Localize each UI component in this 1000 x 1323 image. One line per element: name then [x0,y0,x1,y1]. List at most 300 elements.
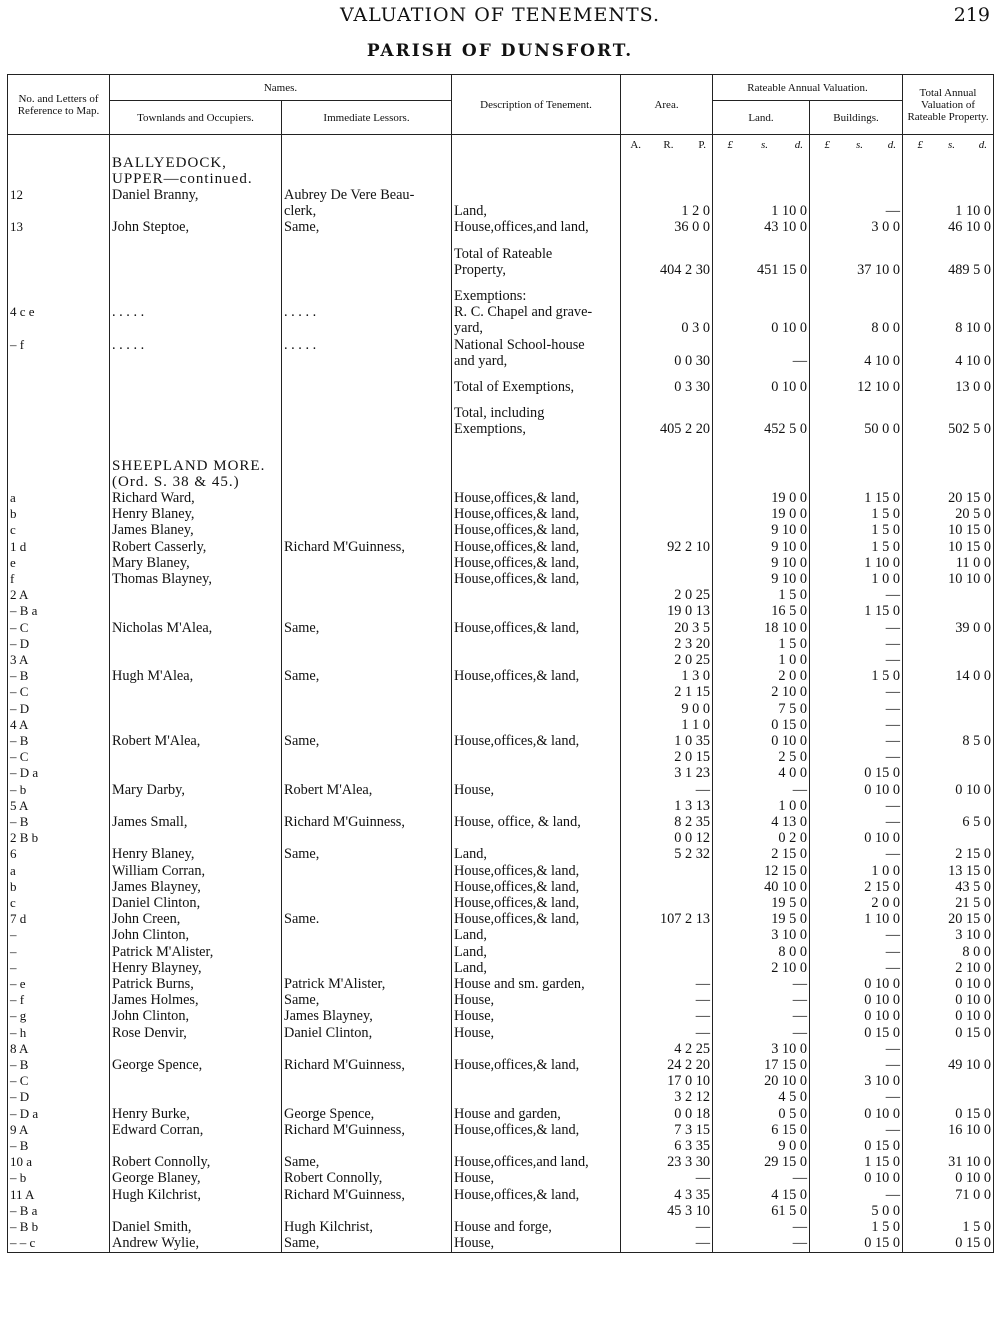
table-row [8,830,994,846]
table-row [8,1073,994,1089]
description-cell [452,458,621,474]
ref-cell: – b [8,782,110,798]
total-value-cell: 13 0 0 [903,379,994,395]
total-value-cell: 14 0 0 [903,668,994,684]
ref-cell: – h [8,1025,110,1041]
table-row [8,798,994,814]
occupier-cell: Daniel Smith, [110,1219,282,1235]
buildings-value-cell [810,246,903,262]
description-cell [452,1203,621,1219]
col-lessors-header: Immediate Lessors. [282,101,452,135]
description-cell: House and garden, [452,1106,621,1122]
description-cell: Exemptions, [452,421,621,437]
land-value-cell: 2 0 0 [713,668,810,684]
area-cell: 1 3 0 [621,668,713,684]
lessor-cell [282,749,452,765]
land-value-cell: 2 5 0 [713,749,810,765]
lessor-cell [282,490,452,506]
buildings-value-cell: 5 0 0 [810,1203,903,1219]
buildings-value-cell: — [810,1041,903,1057]
area-cell [621,522,713,538]
area-cell [621,458,713,474]
occupier-cell: Daniel Clinton, [110,895,282,911]
land-value-cell [713,304,810,320]
total-value-cell: 8 0 0 [903,944,994,960]
table-row [8,1008,994,1024]
total-value-cell: 11 0 0 [903,555,994,571]
description-cell [452,1089,621,1105]
ref-cell: 4 A [8,717,110,733]
description-cell [452,587,621,603]
description-cell [452,474,621,490]
area-cell: — [621,976,713,992]
total-value-cell [903,448,994,458]
ref-cell [8,262,110,278]
total-value-cell: 6 5 0 [903,814,994,830]
occupier-cell [110,701,282,717]
buildings-value-cell: 1 0 0 [810,571,903,587]
buildings-value-cell: — [810,717,903,733]
ref-cell [8,203,110,219]
ref-cell [8,288,110,304]
land-value-cell: 9 10 0 [713,571,810,587]
ref-cell: 7 d [8,911,110,927]
table-row [8,668,994,684]
lessor-cell: George Spence, [282,1106,452,1122]
table-row [8,636,994,652]
total-value-cell [903,749,994,765]
description-cell [452,1138,621,1154]
total-value-cell: 0 15 0 [903,1235,994,1252]
buildings-value-cell: — [810,701,903,717]
description-cell: House,offices,& land, [452,895,621,911]
buildings-value-cell [810,171,903,187]
lessor-cell [282,369,452,379]
land-value-cell [713,438,810,448]
total-value-cell: 10 10 0 [903,571,994,587]
total-value-cell: 43 5 0 [903,879,994,895]
occupier-cell [110,765,282,781]
area-cell: 24 2 20 [621,1057,713,1073]
lessor-cell [282,155,452,171]
description-cell [452,236,621,246]
total-value-cell [903,187,994,203]
buildings-value-cell: 0 15 0 [810,765,903,781]
total-value-cell [903,246,994,262]
ref-cell: – D [8,636,110,652]
ref-cell [8,458,110,474]
page-title: VALUATION OF TENEMENTS. [339,4,661,26]
table-row [8,1089,994,1105]
ref-cell: – B [8,668,110,684]
lessor-cell [282,353,452,369]
ref-cell: – [8,927,110,943]
area-cell: 2 3 20 [621,636,713,652]
total-value-cell [903,587,994,603]
occupier-cell: Rose Denvir, [110,1025,282,1041]
ref-cell: 2 B b [8,830,110,846]
description-cell: House,offices,& land, [452,863,621,879]
total-value-cell: 8 5 0 [903,733,994,749]
lessor-cell [282,438,452,448]
occupier-cell [110,1089,282,1105]
table-row [8,421,994,437]
total-value-cell: 13 15 0 [903,863,994,879]
table-row [8,539,994,555]
total-value-cell: 489 5 0 [903,262,994,278]
occupier-cell [110,353,282,369]
ref-cell [8,369,110,379]
area-cell: 0 3 0 [621,320,713,336]
buildings-value-cell: 0 10 0 [810,782,903,798]
lessor-cell [282,421,452,437]
land-value-cell: 2 10 0 [713,684,810,700]
land-units: £ s. d. [713,135,810,155]
table-row [8,458,994,474]
occupier-cell: Mary Darby, [110,782,282,798]
lessor-cell: Hugh Kilchrist, [282,1219,452,1235]
occupier-cell [110,278,282,288]
table-row [8,571,994,587]
table-row [8,701,994,717]
occupier-cell: . . . . . [110,337,282,353]
occupier-cell: SHEEPLAND MORE. [110,458,282,474]
buildings-value-cell: 1 5 0 [810,539,903,555]
area-cell [621,288,713,304]
buildings-value-cell: 4 10 0 [810,353,903,369]
valuation-rows [8,135,994,1253]
occupier-cell: Robert Casserly, [110,539,282,555]
total-value-cell: 10 15 0 [903,522,994,538]
occupier-cell: Robert Connolly, [110,1154,282,1170]
lessor-cell [282,927,452,943]
buildings-value-cell: 0 10 0 [810,1106,903,1122]
total-value-cell [903,369,994,379]
ref-cell [8,171,110,187]
area-cell: 2 0 15 [621,749,713,765]
total-value-cell: 0 15 0 [903,1106,994,1122]
col-area-header: Area. [621,75,713,135]
buildings-value-cell: — [810,1057,903,1073]
land-value-cell: 1 0 0 [713,652,810,668]
ref-cell [8,421,110,437]
occupier-cell [110,830,282,846]
land-value-cell: 0 15 0 [713,717,810,733]
lessor-cell: Same. [282,911,452,927]
land-value-cell: — [713,1235,810,1252]
land-value-cell: 0 10 0 [713,320,810,336]
buildings-value-cell [810,278,903,288]
occupier-cell: John Clinton, [110,927,282,943]
occupier-cell [110,652,282,668]
description-cell: Land, [452,203,621,219]
lessor-cell [282,879,452,895]
description-cell: Exemptions: [452,288,621,304]
total-value-cell [903,236,994,246]
description-cell [452,1041,621,1057]
total-value-cell [903,652,994,668]
table-row [8,171,994,187]
occupier-cell: John Steptoe, [110,219,282,235]
occupier-cell: Henry Burke, [110,1106,282,1122]
table-row [8,1154,994,1170]
ref-cell: – b [8,1170,110,1186]
ref-cell: e [8,555,110,571]
col-rateable-header: Rateable Annual Valuation. [713,75,903,101]
buildings-value-cell: — [810,814,903,830]
occupier-cell: Andrew Wylie, [110,1235,282,1252]
ref-cell: a [8,490,110,506]
buildings-value-cell: 0 10 0 [810,1008,903,1024]
ref-cell: 5 A [8,798,110,814]
ref-cell: – C [8,749,110,765]
table-row [8,203,994,219]
table-row [8,288,994,304]
buildings-value-cell [810,155,903,171]
description-cell: House,offices,& land, [452,506,621,522]
occupier-cell: . . . . . [110,304,282,320]
occupier-cell: Henry Blaney, [110,506,282,522]
lessor-cell [282,522,452,538]
land-value-cell: 9 10 0 [713,522,810,538]
ref-cell: – f [8,992,110,1008]
total-value-cell: 8 10 0 [903,320,994,336]
description-cell [452,438,621,448]
description-cell [452,830,621,846]
lessor-cell: Same, [282,668,452,684]
col-land-header: Land. [713,101,810,135]
buildings-value-cell: 1 5 0 [810,522,903,538]
description-cell [452,278,621,288]
description-cell: House,offices,& land, [452,1057,621,1073]
table-row [8,927,994,943]
total-value-cell [903,1073,994,1089]
total-value-cell: 0 15 0 [903,1025,994,1041]
buildings-value-cell: — [810,203,903,219]
col-buildings-header: Buildings. [810,101,903,135]
lessor-cell [282,1203,452,1219]
ref-cell [8,155,110,171]
table-row [8,522,994,538]
lessor-cell [282,262,452,278]
occupier-cell: Hugh M'Alea, [110,668,282,684]
area-cell: 6 3 35 [621,1138,713,1154]
occupier-cell [110,717,282,733]
total-value-cell [903,155,994,171]
table-row [8,490,994,506]
lessor-cell [282,765,452,781]
lessor-cell [282,684,452,700]
buildings-value-cell [810,187,903,203]
ref-cell: – e [8,976,110,992]
total-value-cell: 0 10 0 [903,976,994,992]
table-row [8,187,994,203]
ref-cell: 1 d [8,539,110,555]
occupier-cell [110,1138,282,1154]
land-value-cell: 19 0 0 [713,490,810,506]
table-row [8,1187,994,1203]
ref-cell [8,448,110,458]
buildings-value-cell: — [810,652,903,668]
land-value-cell: 0 2 0 [713,830,810,846]
ref-cell [8,246,110,262]
occupier-cell: John Clinton, [110,1008,282,1024]
buildings-value-cell [810,438,903,448]
total-value-cell: 2 15 0 [903,846,994,862]
ref-cell: 13 [8,219,110,235]
description-cell [452,187,621,203]
ref-cell: – – c [8,1235,110,1252]
lessor-cell [282,571,452,587]
occupier-cell [110,684,282,700]
table-row [8,246,994,262]
description-cell: House, [452,1235,621,1252]
ref-cell: 2 A [8,587,110,603]
area-cell: 23 3 30 [621,1154,713,1170]
ref-cell: – B a [8,603,110,619]
occupier-cell [110,369,282,379]
description-cell: House,offices,& land, [452,1187,621,1203]
area-cell: 8 2 35 [621,814,713,830]
lessor-cell [282,379,452,395]
occupier-cell: Robert M'Alea, [110,733,282,749]
description-cell [452,701,621,717]
table-row [8,1170,994,1186]
occupier-cell: UPPER—continued. [110,171,282,187]
table-row [8,587,994,603]
lessor-cell: Patrick M'Alister, [282,976,452,992]
total-value-cell: 39 0 0 [903,620,994,636]
table-row [8,1219,994,1235]
occupier-cell [110,379,282,395]
lessor-cell [282,474,452,490]
description-cell: Land, [452,846,621,862]
total-value-cell: 0 10 0 [903,1008,994,1024]
land-value-cell: 6 15 0 [713,1122,810,1138]
buildings-value-cell: 37 10 0 [810,262,903,278]
lessor-cell: Daniel Clinton, [282,1025,452,1041]
ref-cell: – g [8,1008,110,1024]
total-value-cell: 31 10 0 [903,1154,994,1170]
land-value-cell [713,405,810,421]
occupier-cell: James Holmes, [110,992,282,1008]
lessor-cell [282,944,452,960]
occupier-cell [110,1203,282,1219]
buildings-value-cell: — [810,733,903,749]
lessor-cell [282,587,452,603]
total-value-cell: 0 10 0 [903,782,994,798]
table-row [8,895,994,911]
buildings-value-cell: 1 0 0 [810,863,903,879]
lessor-cell [282,448,452,458]
lessor-cell: Same, [282,846,452,862]
area-cell: 0 0 18 [621,1106,713,1122]
occupier-cell: John Creen, [110,911,282,927]
land-value-cell: 0 10 0 [713,379,810,395]
occupier-cell [110,448,282,458]
table-row [8,863,994,879]
buildings-value-cell: 1 10 0 [810,911,903,927]
land-value-cell: — [713,1025,810,1041]
ref-cell: b [8,879,110,895]
ref-cell: – B b [8,1219,110,1235]
area-cell: 0 0 12 [621,830,713,846]
description-cell: R. C. Chapel and grave- [452,304,621,320]
lessor-cell: Richard M'Guinness, [282,1122,452,1138]
total-value-cell: 20 15 0 [903,911,994,927]
ref-cell: c [8,522,110,538]
area-cell: 17 0 10 [621,1073,713,1089]
description-cell: House,offices,& land, [452,1122,621,1138]
land-value-cell: 9 10 0 [713,539,810,555]
area-cell: — [621,782,713,798]
occupier-cell [110,320,282,336]
total-value-cell [903,474,994,490]
buildings-value-cell: 0 15 0 [810,1025,903,1041]
lessor-cell [282,555,452,571]
ref-cell [8,395,110,405]
total-value-cell [903,717,994,733]
buildings-value-cell: 50 0 0 [810,421,903,437]
total-value-cell [903,304,994,320]
area-cell: 1 0 35 [621,733,713,749]
table-row [8,304,994,320]
total-value-cell: 1 5 0 [903,1219,994,1235]
description-cell: Land, [452,960,621,976]
lessor-cell: Richard M'Guinness, [282,1187,452,1203]
land-value-cell: 1 0 0 [713,798,810,814]
total-value-cell [903,636,994,652]
area-cell [621,474,713,490]
land-value-cell: — [713,353,810,369]
total-value-cell [903,278,994,288]
lessor-cell [282,395,452,405]
buildings-value-cell: — [810,1187,903,1203]
occupier-cell: Daniel Branny, [110,187,282,203]
land-value-cell: 4 15 0 [713,1187,810,1203]
area-cell: 7 3 15 [621,1122,713,1138]
area-cell: 1 1 0 [621,717,713,733]
area-cell: — [621,1235,713,1252]
description-cell [452,684,621,700]
description-cell: House,offices,& land, [452,522,621,538]
land-value-cell: 2 15 0 [713,846,810,862]
buildings-value-cell: 1 5 0 [810,506,903,522]
occupier-cell [110,1073,282,1089]
buildings-value-cell: — [810,620,903,636]
area-cell [621,278,713,288]
buildings-value-cell: — [810,587,903,603]
land-value-cell: 43 10 0 [713,219,810,235]
area-cell [621,304,713,320]
area-cell: 2 1 15 [621,684,713,700]
total-value-cell: 3 10 0 [903,927,994,943]
occupier-cell: Henry Blayney, [110,960,282,976]
buildings-value-cell: 0 10 0 [810,1170,903,1186]
land-value-cell [713,246,810,262]
description-cell: House and sm. garden, [452,976,621,992]
occupier-cell [110,798,282,814]
area-cell [621,490,713,506]
lessor-cell [282,636,452,652]
table-row [8,405,994,421]
land-value-cell: 16 5 0 [713,603,810,619]
area-cell: 1 2 0 [621,203,713,219]
area-cell: 9 0 0 [621,701,713,717]
description-cell [452,717,621,733]
parish-heading: PARISH OF DUNSFORT. [366,41,634,61]
ref-cell: – [8,944,110,960]
